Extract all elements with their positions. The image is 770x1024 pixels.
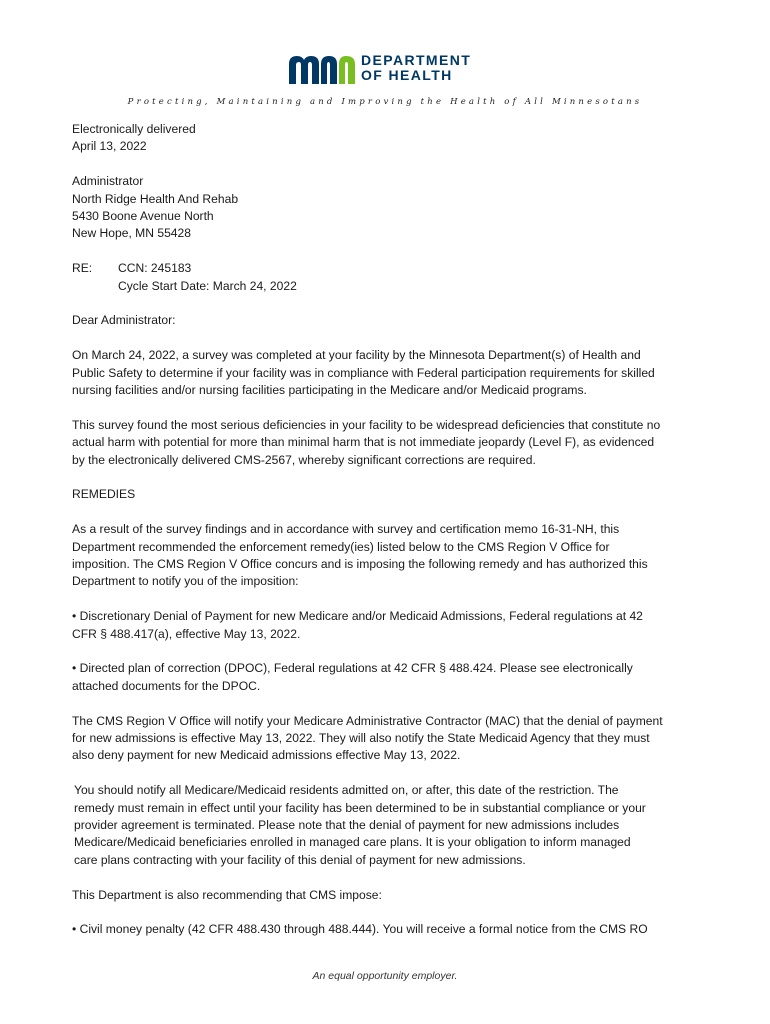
paragraph-notify-residents: You should notify all Medicare/Medicaid residents admitted on, or after, this date of the restriction. The remedy must remain in effect until your facility has been determined to be in substantial compliance or your provider agreement is terminated. Please note that the denial of payment for new admissions includes Medicare/Medicaid beneficiaries enrolled in managed care plans. It is your obligation to inform managed care plans contracting with your facility of this denial of payment for new admissions.: [74, 783, 646, 867]
logo-line-1: DEPARTMENT: [361, 52, 472, 68]
bullet-civil-money-penalty: • Civil money penalty (42 CFR 488.430 through 488.444). You will receive a formal notice from the CMS RO: [72, 922, 648, 937]
letter-body: [72, 121, 702, 956]
delivery-block: [72, 121, 702, 156]
mn-logo-icon: [289, 54, 355, 84]
city-state-zip: New Hope, MN 55428: [72, 226, 191, 241]
street-address: 5430 Boone Avenue North: [72, 209, 214, 224]
cycle-start-date: Cycle Start Date: March 24, 2022: [118, 278, 297, 293]
remedies-heading: REMEDIES: [72, 487, 136, 502]
facility-name: North Ridge Health And Rehab: [72, 191, 239, 206]
paragraph-mac-notice: The CMS Region V Office will notify your Medicare Administrative Contractor (MAC) that the denial of payment for new admissions is effective May 13, 2022. They will also notify the State Medicaid Agency that they must also deny payment for new Medicaid admissions effective May 13, 2022.: [72, 713, 663, 763]
recipient: Administrator: [72, 174, 144, 189]
logo-line-2: OF HEALTH: [361, 67, 453, 83]
salutation: Dear Administrator:: [72, 313, 176, 328]
bullet-dpoc: • Directed plan of correction (DPOC), Federal regulations at 42 CFR § 488.424. Please see electronically attached documents for the DPOC.: [72, 661, 633, 693]
re-block: [72, 260, 702, 295]
delivery-method: Electronically delivered: [72, 122, 196, 136]
footer-equal-opportunity: An equal opportunity employer.: [312, 970, 458, 982]
ccn: CCN: 245183: [118, 261, 192, 276]
tagline: Protecting, Maintaining and Improving the Health of All Minnesotans: [127, 97, 643, 107]
re-label: RE:: [72, 261, 93, 276]
paragraph-survey: On March 24, 2022, a survey was completed at your facility by the Minnesota Department(s) of Health and Public Safety to determine if your facility was in compliance with Federal participation requirements for skilled nursing facilities and/or nursing facilities participating in the Medicare and/or Medicaid programs.: [72, 348, 655, 398]
address-block: [72, 173, 702, 243]
logo-wordmark: [361, 53, 471, 83]
paragraph-also-recommending: This Department is also recommending that CMS impose:: [72, 887, 382, 902]
mdh-logo: [289, 52, 489, 86]
paragraph-remedies: As a result of the survey findings and in accordance with survey and certification memo 16-31-NH, this Department recommended the enforcement remedy(ies) listed below to the CMS Region V Office for imposition. The CMS Region V Office concurs and is imposing the following remedy and has authorized this Department to notify you of the imposition:: [72, 522, 648, 589]
paragraph-findings: This survey found the most serious deficiencies in your facility to be widespread deficiencies that constitute no actual harm with potential for more than minimal harm that is not immediate jeopardy (Level F), as evidenced by the electronically delivered CMS-2567, whereby significant corrections are required.: [72, 417, 661, 467]
bullet-denial-of-payment: • Discretionary Denial of Payment for new Medicare and/or Medicaid Admissions, Federal regulations at 42 CFR § 488.417(a), effective May 13, 2022.: [72, 609, 643, 641]
letter-date: April 13, 2022: [72, 139, 147, 154]
